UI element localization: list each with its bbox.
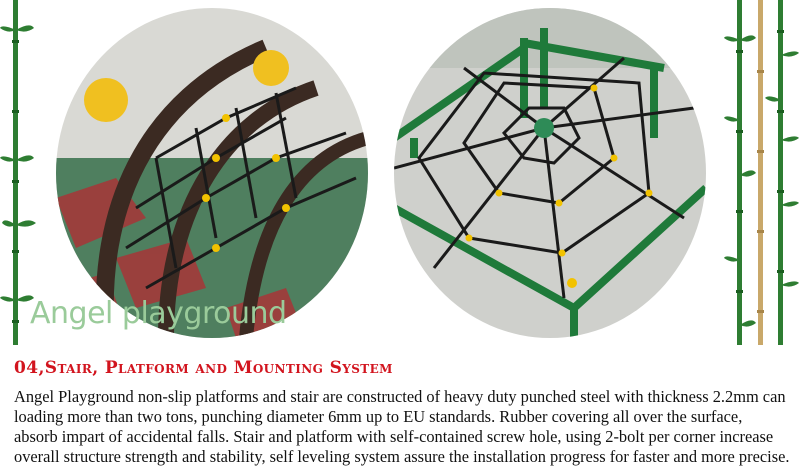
watermark-text: Angel playground <box>30 296 287 331</box>
section-heading: 04,Stair, Platform and Mounting System <box>14 358 393 378</box>
bamboo-decoration-right <box>722 0 800 345</box>
section-body-text: Angel Playground non-slip platforms and stair are constructed of heavy duty punched steel with thickness 2.2mm can loading more than two tons, punching diameter 6mm up to EU standards. Rubber covering all over the surface, absorb impart of accidental falls. Stair and platform with self-contained screw hole, using 2-bolt per corner increase overall structure strength and stability, self leveling system assure the installation progress for faster and more precise. <box>14 387 790 466</box>
spider-web-rope-net-photo <box>394 8 706 338</box>
bamboo-decoration-left <box>0 0 60 345</box>
climbing-net-arch-photo <box>56 8 368 338</box>
